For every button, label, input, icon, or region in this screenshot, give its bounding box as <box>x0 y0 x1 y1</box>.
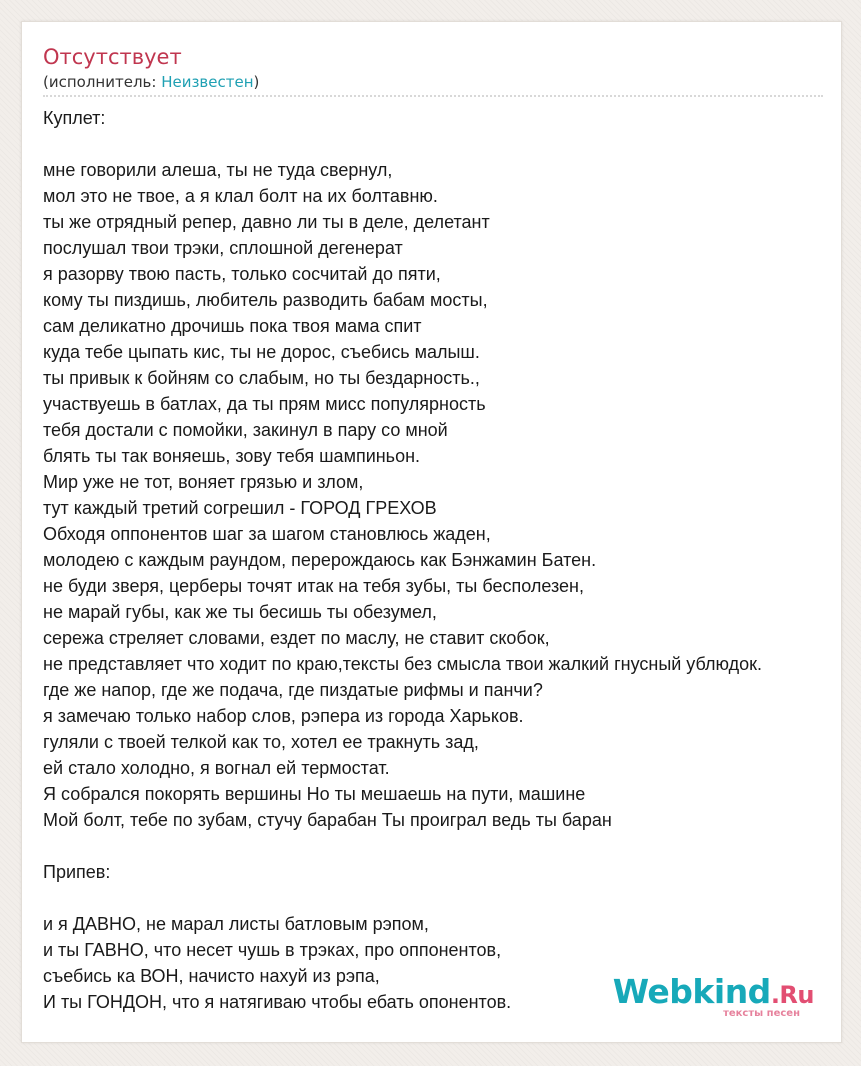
lyric-line: я замечаю только набор слов, рэпера из города Харьков. <box>43 706 524 726</box>
lyric-line: сам деликатно дрочишь пока твоя мама спит <box>43 316 422 336</box>
artist-line <box>43 72 259 92</box>
lyric-line: ты привык к бойням со слабым, но ты бездарность., <box>43 368 480 388</box>
lyric-line: Мой болт, тебе по зубам, стучу барабан Ты проиграл ведь ты баран <box>43 810 612 830</box>
lyric-line: кому ты пиздишь, любитель разводить бабам мосты, <box>43 290 488 310</box>
song-title: Отсутствует <box>43 45 182 69</box>
lyric-line: съебись ка ВОН, начисто нахуй из рэпа, <box>43 966 380 986</box>
site-logo[interactable] <box>614 974 814 1018</box>
lyric-line: Я собрался покорять вершины Но ты мешаешь на пути, машине <box>43 784 586 804</box>
lyric-blank-line <box>43 885 762 911</box>
lyric-blank-line <box>43 833 762 859</box>
lyric-line: Мир уже не тот, воняет грязью и злом, <box>43 472 364 492</box>
artist-suffix: ) <box>253 73 260 91</box>
lyric-line: и ты ГАВНО, что несет чушь в трэках, про оппонентов, <box>43 940 502 960</box>
lyric-line: Обходя оппонентов шаг за шагом становлюсь жаден, <box>43 524 491 544</box>
lyric-line: ей стало холодно, я вогнал ей термостат. <box>43 758 390 778</box>
artist-link[interactable]: Неизвестен <box>161 73 254 91</box>
lyric-line: тебя достали с помойки, закинул в пару со мной <box>43 420 448 440</box>
lyric-line: Куплет: <box>43 108 106 128</box>
lyric-line: я разорву твою пасть, только сосчитай до пяти, <box>43 264 441 284</box>
lyric-line: мол это не твое, а я клал болт на их болтавню. <box>43 186 438 206</box>
lyric-line: тут каждый третий согрешил - ГОРОД ГРЕХОВ <box>43 498 437 518</box>
artist-prefix: (исполнитель: <box>43 73 162 91</box>
logo-name: Webkind <box>612 972 771 1011</box>
lyric-line: не марай губы, как же ты бесишь ты обезумел, <box>43 602 437 622</box>
lyric-line: где же напор, где же подача, где пиздатые рифмы и панчи? <box>43 680 543 700</box>
lyric-line: участвуешь в батлах, да ты прям мисс популярность <box>43 394 486 414</box>
lyrics-card <box>21 21 842 1043</box>
lyric-line: ты же отрядный репер, давно ли ты в деле, делетант <box>43 212 490 232</box>
lyric-line: и я ДАВНО, не марал листы батловым рэпом, <box>43 914 429 934</box>
lyric-line: мне говорили алеша, ты не туда свернул, <box>43 160 393 180</box>
lyric-line: не буди зверя, церберы точят итак на тебя зубы, ты бесполезен, <box>43 576 584 596</box>
lyric-line: куда тебе цыпать кис, ты не дорос, съебись малыш. <box>43 342 480 362</box>
lyric-line: гуляли с твоей телкой как то, хотел ее тракнуть зад, <box>43 732 479 752</box>
logo-tagline: тексты песен <box>723 1008 800 1019</box>
lyric-line: сережа стреляет словами, ездет по маслу, не ставит скобок, <box>43 628 550 648</box>
lyric-line: послушал твои трэки, сплошной дегенерат <box>43 238 403 258</box>
header-divider <box>43 95 823 97</box>
lyric-line: блять ты так воняешь, зову тебя шампиньон. <box>43 446 421 466</box>
lyric-blank-line <box>43 131 762 157</box>
lyric-line: не представляет что ходит по краю,тексты без смысла твои жалкий гнусный ублюдок. <box>43 654 763 674</box>
lyric-line: молодею с каждым раундом, перерождаюсь как Бэнжамин Батен. <box>43 550 597 570</box>
logo-tld: .Ru <box>770 981 814 1009</box>
lyric-line: И ты ГОНДОН, что я натягиваю чтобы ебать опонентов. <box>43 992 512 1012</box>
lyrics-text <box>43 105 762 1015</box>
lyric-line: Припев: <box>43 862 111 882</box>
